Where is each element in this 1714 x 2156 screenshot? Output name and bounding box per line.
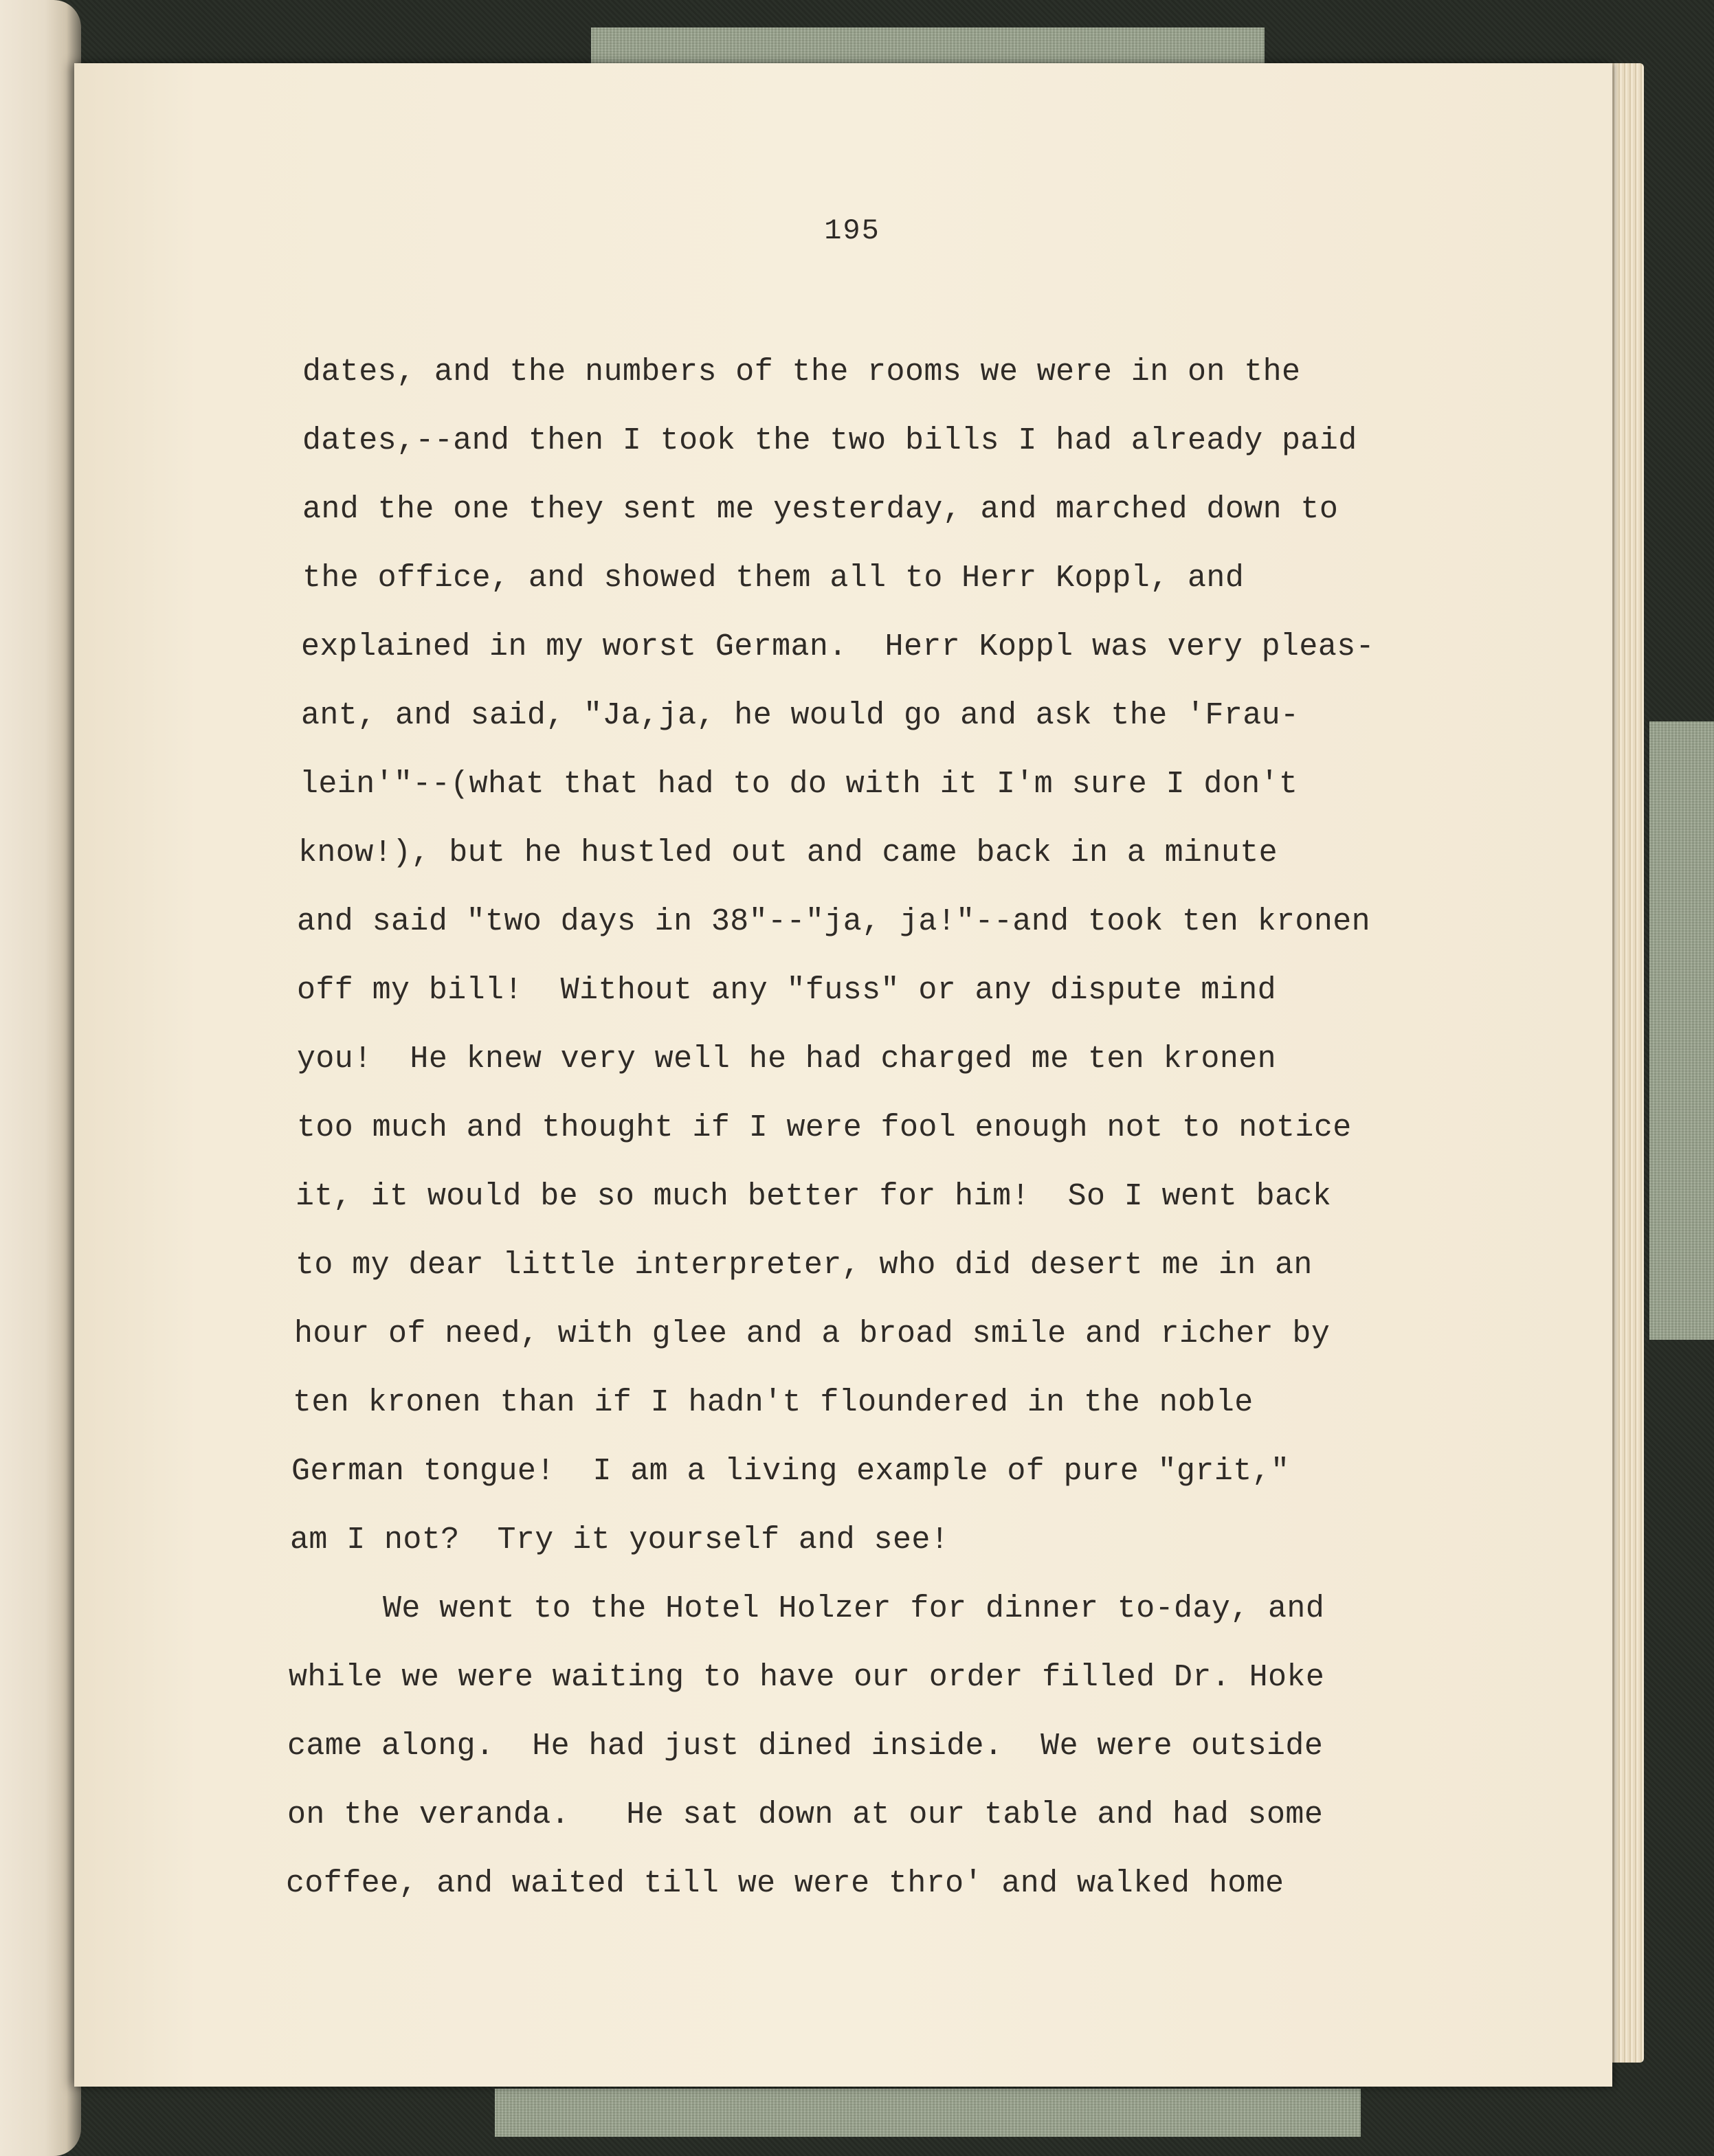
text-line: dates, and the numbers of the rooms we were in on the [302, 355, 1301, 390]
text-line: and said "two days in 38"--"ja, ja!"--and took ten kronen [297, 904, 1371, 939]
text-line: We went to the Hotel Holzer for dinner to-day, and [289, 1591, 1325, 1626]
page-number: 195 [824, 214, 880, 247]
text-line: ant, and said, "Ja,ja, he would go and ask the 'Frau- [301, 698, 1300, 733]
text-line: and the one they sent me yesterday, and marched down to [302, 492, 1339, 527]
text-line: on the veranda. He sat down at our table and had some [287, 1797, 1324, 1832]
text-line: you! He knew very well he had charged me ten kronen [297, 1042, 1277, 1077]
text-line: coffee, and waited till we were thro' and walked home [286, 1866, 1284, 1901]
text-line: it, it would be so much better for him! So I went back [296, 1179, 1332, 1214]
text-line: hour of need, with glee and a broad smile and richer by [294, 1316, 1331, 1351]
text-line: off my bill! Without any "fuss" or any dispute mind [297, 973, 1277, 1008]
text-line: the office, and showed them all to Herr Koppl, and [302, 561, 1245, 596]
text-line: am I not? Try it yourself and see! [290, 1523, 950, 1558]
text-line: ten kronen than if I hadn't floundered in the noble [293, 1385, 1254, 1420]
text-line: came along. He had just dined inside. We were outside [287, 1729, 1324, 1764]
text-line: to my dear little interpreter, who did desert me in an [296, 1248, 1313, 1283]
text-line: German tongue! I am a living example of pure "grit," [291, 1454, 1290, 1489]
text-line: too much and thought if I were fool enough not to notice [297, 1110, 1352, 1145]
text-line: dates,--and then I took the two bills I had already paid [302, 423, 1357, 458]
text-line: while we were waiting to have our order filled Dr. Hoke [289, 1660, 1325, 1695]
text-line: know!), but he hustled out and came back in a minute [298, 835, 1278, 871]
text-line: lein'"--(what that had to do with it I'm sure I don't [300, 767, 1298, 802]
text-line: explained in my worst German. Herr Koppl was very pleas- [301, 629, 1375, 664]
